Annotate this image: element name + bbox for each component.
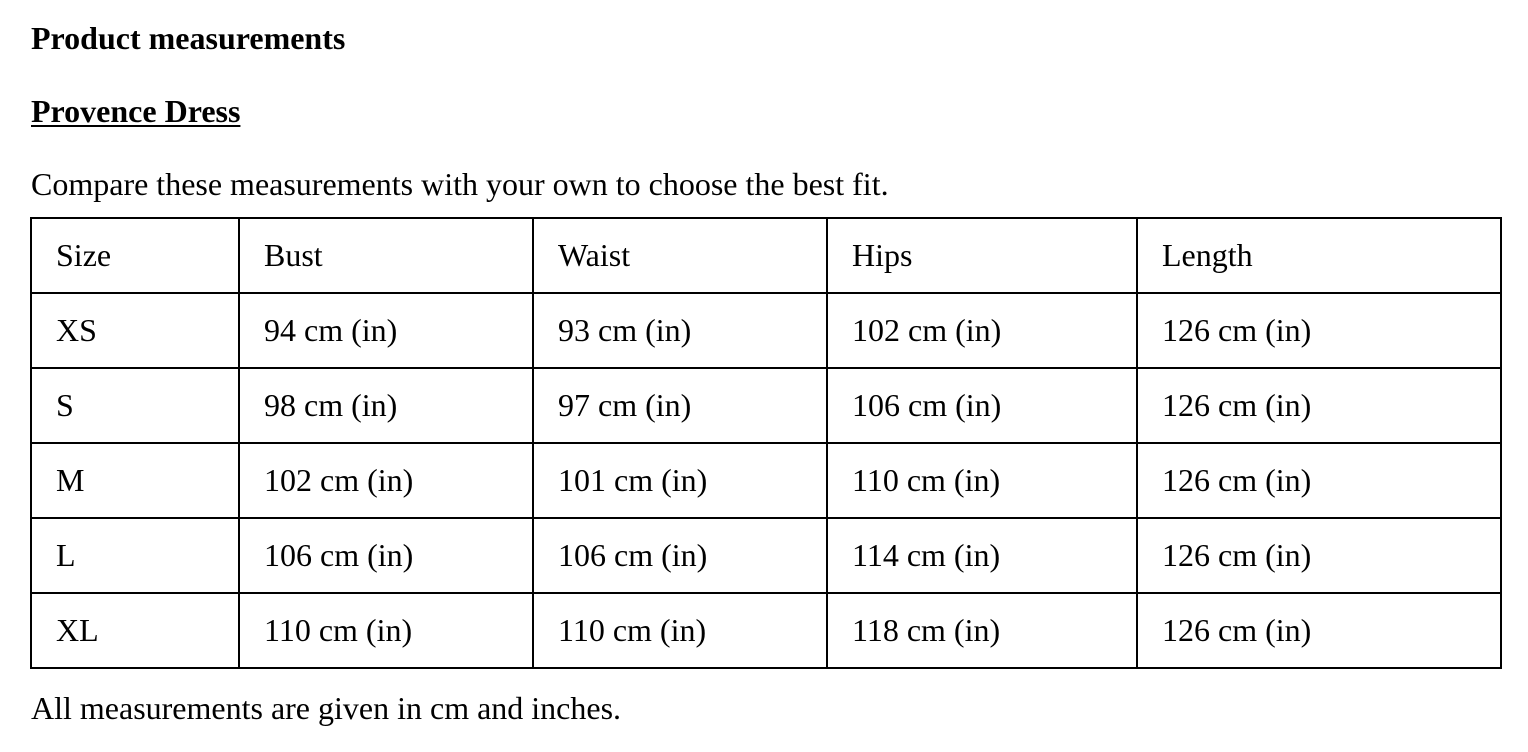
cell-bust: 98 cm (in) <box>239 368 533 443</box>
table-row <box>31 368 1501 443</box>
cell-size: S <box>31 368 239 443</box>
cell-length: 126 cm (in) <box>1137 293 1501 368</box>
footer-note: All measurements are given in cm and inches. <box>31 690 622 726</box>
cell-hips: 114 cm (in) <box>827 518 1137 593</box>
cell-hips: 102 cm (in) <box>827 293 1137 368</box>
cell-waist: 101 cm (in) <box>533 443 827 518</box>
cell-waist: 97 cm (in) <box>533 368 827 443</box>
cell-length: 126 cm (in) <box>1137 443 1501 518</box>
table-header-row <box>31 218 1501 293</box>
cell-waist: 106 cm (in) <box>533 518 827 593</box>
size-table <box>30 217 1502 669</box>
cell-hips: 110 cm (in) <box>827 443 1137 518</box>
cell-hips: 118 cm (in) <box>827 593 1137 668</box>
product-name: Provence Dress <box>31 93 241 129</box>
cell-length: 126 cm (in) <box>1137 368 1501 443</box>
header-bust: Bust <box>239 218 533 293</box>
cell-length: 126 cm (in) <box>1137 518 1501 593</box>
page-heading: Product measurements <box>31 20 346 56</box>
cell-bust: 102 cm (in) <box>239 443 533 518</box>
cell-size: M <box>31 443 239 518</box>
cell-size: XL <box>31 593 239 668</box>
cell-bust: 110 cm (in) <box>239 593 533 668</box>
cell-bust: 94 cm (in) <box>239 293 533 368</box>
cell-waist: 110 cm (in) <box>533 593 827 668</box>
cell-size: L <box>31 518 239 593</box>
cell-size: XS <box>31 293 239 368</box>
table-row <box>31 518 1501 593</box>
table-row <box>31 593 1501 668</box>
cell-bust: 106 cm (in) <box>239 518 533 593</box>
header-size: Size <box>31 218 239 293</box>
cell-hips: 106 cm (in) <box>827 368 1137 443</box>
header-waist: Waist <box>533 218 827 293</box>
cell-length: 126 cm (in) <box>1137 593 1501 668</box>
cell-waist: 93 cm (in) <box>533 293 827 368</box>
header-hips: Hips <box>827 218 1137 293</box>
header-length: Length <box>1137 218 1501 293</box>
table-row <box>31 293 1501 368</box>
table-row <box>31 443 1501 518</box>
intro-text: Compare these measurements with your own to choose the best fit. <box>31 166 889 202</box>
